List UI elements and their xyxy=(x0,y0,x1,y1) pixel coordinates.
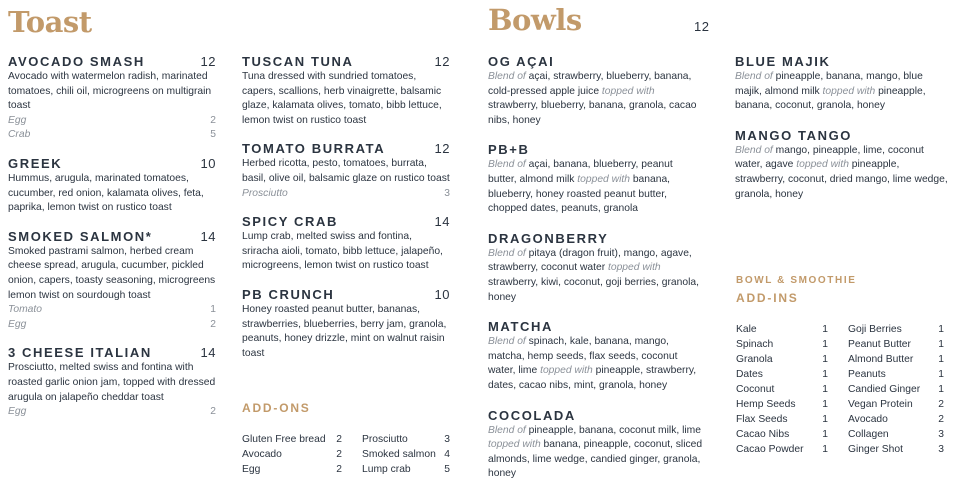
bowls-price: 12 xyxy=(694,19,710,34)
addon-row xyxy=(848,337,944,352)
addon-row xyxy=(848,442,944,457)
bowl-description xyxy=(735,144,951,202)
addon-name: Collagen xyxy=(848,429,889,440)
menu-item xyxy=(242,141,450,201)
addon-name: Peanuts xyxy=(848,369,886,380)
addon-name: Spinach xyxy=(736,339,774,350)
menu-item-description: Hummus, arugula, marinated tomatoes, cucumber, red onion, kalamata olives, feta, paprika, lemon twist on rustico toast xyxy=(8,172,204,214)
menu-item xyxy=(242,214,450,274)
addon-row xyxy=(736,412,828,427)
menu-item-price: 10 xyxy=(434,286,450,302)
option-name: Egg xyxy=(8,114,27,126)
menu-item-description: Smoked pastrami salmon, herbed cream cheese spread, arugula, cucumber, pickled onion, capers, toasty seasoning, microgreens lemon twist on sourdough toast xyxy=(8,245,216,301)
menu-item-name: SMOKED SALMON* xyxy=(8,228,153,244)
bowl-description-label: Blend of xyxy=(735,144,773,156)
bowl-name: COCOLADA xyxy=(488,407,576,423)
menu-item xyxy=(242,54,450,128)
bowl-description-label: topped with xyxy=(601,85,655,97)
addon-name: Ginger Shot xyxy=(848,444,903,455)
bowl-description-text: banana, blueberry, honey roasted peanut butter, chopped dates, peanuts, granola xyxy=(488,173,671,215)
menu-item-description: Prosciutto, melted swiss and fontina with roasted garlic onion jam, topped with dressed arugula on jalapeño cheddar toast xyxy=(8,362,216,403)
bowl-description-text: pitaya (dragon fruit), mango, agave, strawberry, coconut water xyxy=(488,247,692,274)
bowl-description-label: topped with xyxy=(577,173,630,185)
bowl-description-label: Blend of xyxy=(488,71,526,82)
bowl-name: MATCHA xyxy=(488,319,553,335)
menu-item-name: TUSCAN TUNA xyxy=(242,54,354,69)
bowl-description xyxy=(488,70,704,128)
menu-item-description: Lump crab, melted swiss and fontina, sriracha aioli, tomato, bibb lettuce, jalapeño, microgreens, lemon twist on rustico toast xyxy=(242,231,443,272)
option-price: 2 xyxy=(210,406,216,418)
addon-name: Smoked salmon xyxy=(362,449,436,460)
option-price: 2 xyxy=(210,114,216,126)
menu-item-price: 14 xyxy=(200,228,216,244)
menu-item xyxy=(8,345,216,419)
option-price: 1 xyxy=(210,304,216,316)
option-name: Crab xyxy=(8,129,31,141)
addon-name: Egg xyxy=(242,464,261,475)
bowl-description-label: Blend of xyxy=(735,71,773,82)
addon-price: 1 xyxy=(822,384,828,395)
addon-row xyxy=(362,462,450,477)
menu-item xyxy=(8,156,216,216)
bowl-description-text: spinach, kale, banana, mango, matcha, hemp seeds, flax seeds, coconut water, lime xyxy=(488,336,678,377)
bowl-description xyxy=(488,247,704,305)
bowl-description-label: topped with xyxy=(488,439,541,451)
addon-price: 3 xyxy=(938,429,944,440)
bowl-item xyxy=(735,128,951,202)
menu-item-name: AVOCADO SMASH xyxy=(8,54,145,69)
menu-item-option xyxy=(8,303,216,318)
addins-left xyxy=(736,322,828,457)
option-name: Egg xyxy=(8,406,27,418)
bowl-item xyxy=(488,319,704,393)
addon-name: Granola xyxy=(736,354,773,365)
addon-price: 1 xyxy=(822,414,828,425)
bowl-item xyxy=(488,142,704,216)
addon-price: 2 xyxy=(938,414,944,425)
addon-price: 1 xyxy=(822,354,828,365)
bowls-heading: Bowls xyxy=(488,3,582,37)
option-name: Tomato xyxy=(8,304,42,316)
addon-row xyxy=(736,382,828,397)
menu-item xyxy=(8,229,216,333)
bowl-description-label: topped with xyxy=(540,365,593,377)
addon-name: Vegan Protein xyxy=(848,399,913,410)
toast-addons-left xyxy=(242,432,342,477)
menu-item-name: SPICY CRAB xyxy=(242,214,338,230)
addon-price: 1 xyxy=(822,339,828,350)
bowl-description-label: Blend of xyxy=(488,247,526,259)
bowl-description-text: strawberry, kiwi, coconut, goji berries, granola, honey xyxy=(488,276,699,303)
bowl-description-label: Blend of xyxy=(488,336,526,348)
bowl-name: PB+B xyxy=(488,142,530,158)
bowl-description-text: açai, strawberry, blueberry, banana, cold-pressed apple juice xyxy=(488,71,692,97)
menu-item-name: 3 CHEESE ITALIAN xyxy=(8,345,152,361)
addon-name: Coconut xyxy=(736,384,775,395)
menu-item-option xyxy=(8,405,216,420)
bowl-item xyxy=(488,54,704,128)
addon-row xyxy=(736,367,828,382)
toast-column-1 xyxy=(8,54,216,433)
menu-item-header xyxy=(242,141,450,157)
bowl-description-text: açai, banana, blueberry, peanut butter, almond milk xyxy=(488,159,673,185)
addon-price: 1 xyxy=(822,324,828,335)
addon-row xyxy=(848,397,944,412)
bowl-name: OG AÇAI xyxy=(488,54,555,69)
bowl-description-text: pineapple, banana, coconut, granola, honey xyxy=(735,85,926,112)
addon-name: Peanut Butter xyxy=(848,339,911,350)
addon-name: Candied Ginger xyxy=(848,384,921,395)
option-name: Prosciutto xyxy=(242,187,288,199)
bowl-description xyxy=(488,158,704,216)
addins-title: ADD-INS xyxy=(736,291,799,305)
addon-row xyxy=(736,442,828,457)
addon-price: 1 xyxy=(822,429,828,440)
addon-row xyxy=(242,432,342,447)
menu-item-description: Herbed ricotta, pesto, tomatoes, burrata, basil, olive oil, balsamic glaze on rustico toast xyxy=(242,158,450,184)
addon-row xyxy=(736,337,828,352)
addon-row xyxy=(736,352,828,367)
addon-price: 2 xyxy=(336,449,342,460)
addon-row xyxy=(848,412,944,427)
addon-name: Goji Berries xyxy=(848,324,902,335)
addon-price: 2 xyxy=(336,464,342,475)
option-price: 5 xyxy=(210,129,216,141)
addins-label: BOWL & SMOOTHIE xyxy=(736,275,857,286)
toast-addons-title: ADD-ONS xyxy=(242,401,311,415)
addon-price: 1 xyxy=(938,369,944,380)
bowl-description xyxy=(488,424,704,482)
menu-item-price: 12 xyxy=(434,54,450,69)
menu-item-header xyxy=(8,229,216,245)
menu-item-price: 12 xyxy=(434,141,450,157)
toast-column-2 xyxy=(242,54,450,374)
bowl-description-text: pineapple, banana, coconut milk, lime xyxy=(525,424,701,436)
addon-price: 2 xyxy=(336,434,342,445)
option-price: 2 xyxy=(210,318,216,330)
option-name: Egg xyxy=(8,318,27,330)
menu-item-description: Honey roasted peanut butter, bananas, strawberries, blueberries, berry jam, granola, peanuts, honey drizzle, mint on walnut raisin toast xyxy=(242,303,447,359)
bowl-description-label: topped with xyxy=(796,159,849,171)
menu-item-option xyxy=(8,128,216,143)
menu-item-header xyxy=(8,345,216,361)
bowl-item xyxy=(735,54,951,114)
addon-name: Dates xyxy=(736,369,763,380)
addon-name: Kale xyxy=(736,324,757,335)
bowl-description-text: pineapple, strawberry, dates, cacao nibs, mint, granola, honey xyxy=(488,365,697,391)
addon-name: Cacao Powder xyxy=(736,444,804,455)
menu-item-description: Avocado with watermelon radish, marinated tomatoes, chili oil, microgreens on multigrain toast xyxy=(8,71,212,112)
bowl-name: BLUE MAJIK xyxy=(735,54,831,69)
bowls-column-2 xyxy=(735,54,951,216)
addon-price: 1 xyxy=(822,399,828,410)
addon-price: 4 xyxy=(444,449,450,460)
bowl-description-text: banana, pineapple, coconut, sliced almonds, lime wedge, candied ginger, granola, honey xyxy=(488,439,703,480)
menu-item-option xyxy=(8,114,216,129)
addon-price: 2 xyxy=(938,399,944,410)
bowl-item xyxy=(488,408,704,482)
addon-price: 1 xyxy=(938,324,944,335)
addon-name: Cacao Nibs xyxy=(736,429,790,440)
addon-price: 1 xyxy=(822,369,828,380)
addon-name: Flax Seeds xyxy=(736,414,788,425)
bowl-name: DRAGONBERRY xyxy=(488,230,609,246)
addon-name: Almond Butter xyxy=(848,354,914,365)
addon-price: 3 xyxy=(938,444,944,455)
addon-price: 1 xyxy=(938,384,944,395)
addon-row xyxy=(362,447,450,462)
addon-price: 1 xyxy=(938,354,944,365)
menu-item-price: 14 xyxy=(200,345,216,361)
menu-item xyxy=(242,287,450,361)
bowl-item xyxy=(488,231,704,305)
addon-row xyxy=(736,322,828,337)
menu-item-header xyxy=(242,214,450,230)
addon-row xyxy=(848,322,944,337)
addon-price: 5 xyxy=(444,464,450,475)
bowl-description-text: pineapple, banana, mango, blue majik, almond milk xyxy=(735,71,923,97)
addon-row xyxy=(242,462,342,477)
addon-name: Lump crab xyxy=(362,464,411,475)
menu-item-price: 10 xyxy=(200,155,216,171)
addon-row xyxy=(736,397,828,412)
addon-name: Avocado xyxy=(848,414,888,425)
addon-row xyxy=(736,427,828,442)
addon-price: 1 xyxy=(822,444,828,455)
bowl-description-label: topped with xyxy=(822,85,876,97)
addon-name: Prosciutto xyxy=(362,434,408,445)
bowl-name: MANGO TANGO xyxy=(735,127,853,143)
menu-item-option xyxy=(8,318,216,333)
toast-addons-right xyxy=(362,432,450,477)
bowl-description-label: Blend of xyxy=(488,424,526,436)
menu-item-price: 14 xyxy=(434,214,450,230)
menu-item-header xyxy=(8,54,216,70)
menu-item-header xyxy=(8,156,216,172)
addon-name: Hemp Seeds xyxy=(736,399,796,410)
addon-name: Gluten Free bread xyxy=(242,434,326,445)
option-price: 3 xyxy=(444,187,450,199)
menu-item xyxy=(8,54,216,143)
addins-right xyxy=(848,322,944,457)
menu-item-description: Tuna dressed with sundried tomatoes, capers, scallions, herb vinaigrette, balsamic glaze, kalamata olives, tomato, bibb lettuce, lemon twist on rustico toast xyxy=(242,71,442,126)
addon-row xyxy=(848,367,944,382)
addon-name: Avocado xyxy=(242,449,282,460)
toast-heading: Toast xyxy=(8,5,92,39)
addon-row xyxy=(848,427,944,442)
menu-item-header xyxy=(242,54,450,70)
bowl-description-label: topped with xyxy=(607,262,661,274)
addon-price: 3 xyxy=(444,434,450,445)
menu-item-name: PB CRUNCH xyxy=(242,286,335,302)
addon-row xyxy=(362,432,450,447)
addon-row xyxy=(848,352,944,367)
menu-item-name: GREEK xyxy=(8,155,63,171)
addon-price: 1 xyxy=(938,339,944,350)
addon-row xyxy=(242,447,342,462)
bowl-description xyxy=(735,70,951,114)
menu-item-option xyxy=(242,187,450,202)
bowl-description-text: strawberry, blueberry, banana, granola, cacao nibs, honey xyxy=(488,100,697,126)
bowl-description-text: pineapple, strawberry, coconut, dried mango, lime wedge, granola, honey xyxy=(735,159,948,200)
menu-item-name: TOMATO BURRATA xyxy=(242,141,386,157)
menu-item-price: 12 xyxy=(200,54,216,69)
bowl-description-text: mango, pineapple, lime, coconut water, agave xyxy=(735,144,924,171)
bowl-description-label: Blend of xyxy=(488,159,526,171)
bowl-description xyxy=(488,335,704,393)
bowls-column-1 xyxy=(488,54,704,488)
addon-row xyxy=(848,382,944,397)
menu-item-header xyxy=(242,287,450,303)
